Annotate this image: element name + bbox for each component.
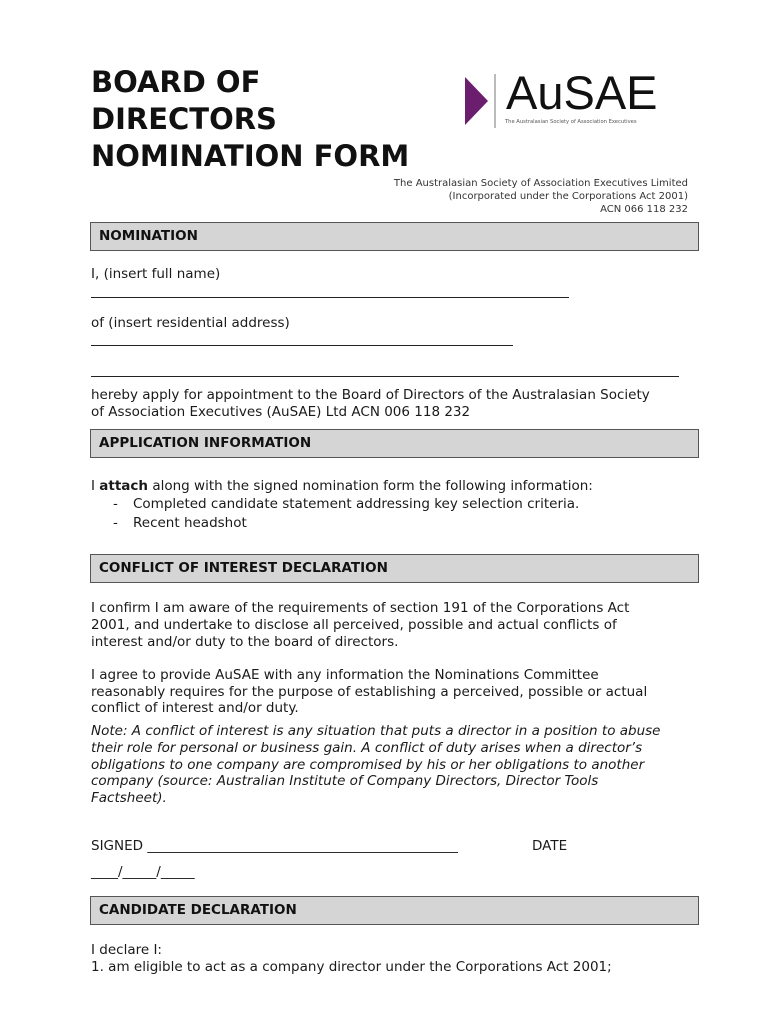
list-item: [113, 515, 247, 532]
section-header-nomination: NOMINATION: [90, 222, 699, 251]
signature-field[interactable]: SIGNED ______________________________________________: [91, 838, 458, 854]
section-header-conflict: CONFLICT OF INTEREST DECLARATION: [90, 554, 699, 583]
conflict-note-line-2: their role for personal or business gain. A conflict of duty arises when a director’s: [91, 740, 643, 756]
form-title: [91, 64, 409, 175]
attach-intro-pre: I: [91, 478, 95, 494]
conflict-paragraph-2-line-1: I agree to provide AuSAE with any information the Nominations Committee: [91, 667, 599, 683]
org-name: The Australasian Society of Association Executives Limited: [393, 178, 688, 189]
ausae-logo: [462, 66, 674, 130]
conflict-note-line-5: Factsheet).: [91, 790, 167, 806]
list-item-text: Completed candidate statement addressing key selection criteria.: [133, 496, 580, 512]
attach-intro: [91, 478, 593, 495]
conflict-note-line-4: company (source: Australian Institute of Company Directors, Director Tools: [91, 773, 599, 789]
conflict-paragraph-2-line-3: conflict of interest and/or duty.: [91, 700, 299, 716]
dash-bullet: -: [113, 496, 118, 512]
conflict-note-line-3: obligations to one company are compromised by his or her obligations to another: [91, 757, 645, 773]
conflict-note-line-1: Note: A conflict of interest is any situation that puts a director in a position to abuse: [91, 723, 661, 739]
conflict-paragraph-1-line-2: 2001, and undertake to disclose all perceived, possible and actual conflicts of: [91, 617, 617, 633]
address-field-line-1[interactable]: [91, 345, 513, 346]
org-acn: ACN 066 118 232: [600, 204, 688, 215]
dash-bullet: -: [113, 515, 118, 531]
application-statement-line-2: of Association Executives (AuSAE) Ltd ACN 006 118 232: [91, 404, 471, 420]
list-item: [113, 496, 579, 513]
conflict-paragraph-1-line-1: I confirm I am aware of the requirements of section 191 of the Corporations Act: [91, 600, 630, 616]
attach-intro-post: along with the signed nomination form the following information:: [152, 478, 593, 494]
attach-intro-bold: attach: [99, 478, 149, 494]
address-field-line-2[interactable]: [91, 376, 679, 377]
application-statement-line-1: hereby apply for appointment to the Board of Directors of the Australasian Society: [91, 387, 650, 403]
conflict-paragraph-1-line-3: interest and/or duty to the board of directors.: [91, 634, 399, 650]
candidate-intro: I declare I:: [91, 942, 162, 958]
org-incorporation: (Incorporated under the Corporations Act 2001): [448, 191, 688, 202]
section-header-application: APPLICATION INFORMATION: [90, 429, 699, 458]
list-item-text: Recent headshot: [133, 515, 247, 531]
organisation-info: [394, 177, 688, 216]
candidate-item-1: 1. am eligible to act as a company director under the Corporations Act 2001;: [91, 959, 612, 975]
date-field[interactable]: ____/_____/_____: [91, 864, 195, 880]
title-line-1: BOARD OF: [91, 65, 261, 99]
logo-wordmark: AuSAE: [506, 66, 658, 119]
date-label: DATE: [532, 838, 568, 854]
address-label: of (insert residential address): [91, 315, 290, 331]
section-header-candidate: CANDIDATE DECLARATION: [90, 896, 699, 925]
logo-chevron-icon: [462, 74, 502, 130]
logo-tagline: The Australasian Society of Association Executives: [505, 119, 637, 125]
title-line-3: NOMINATION FORM: [91, 139, 410, 173]
title-line-2: DIRECTORS: [91, 102, 277, 136]
full-name-field[interactable]: [91, 297, 569, 298]
conflict-paragraph-2-line-2: reasonably requires for the purpose of establishing a perceived, possible or actual: [91, 684, 648, 700]
full-name-label: I, (insert full name): [91, 266, 221, 282]
